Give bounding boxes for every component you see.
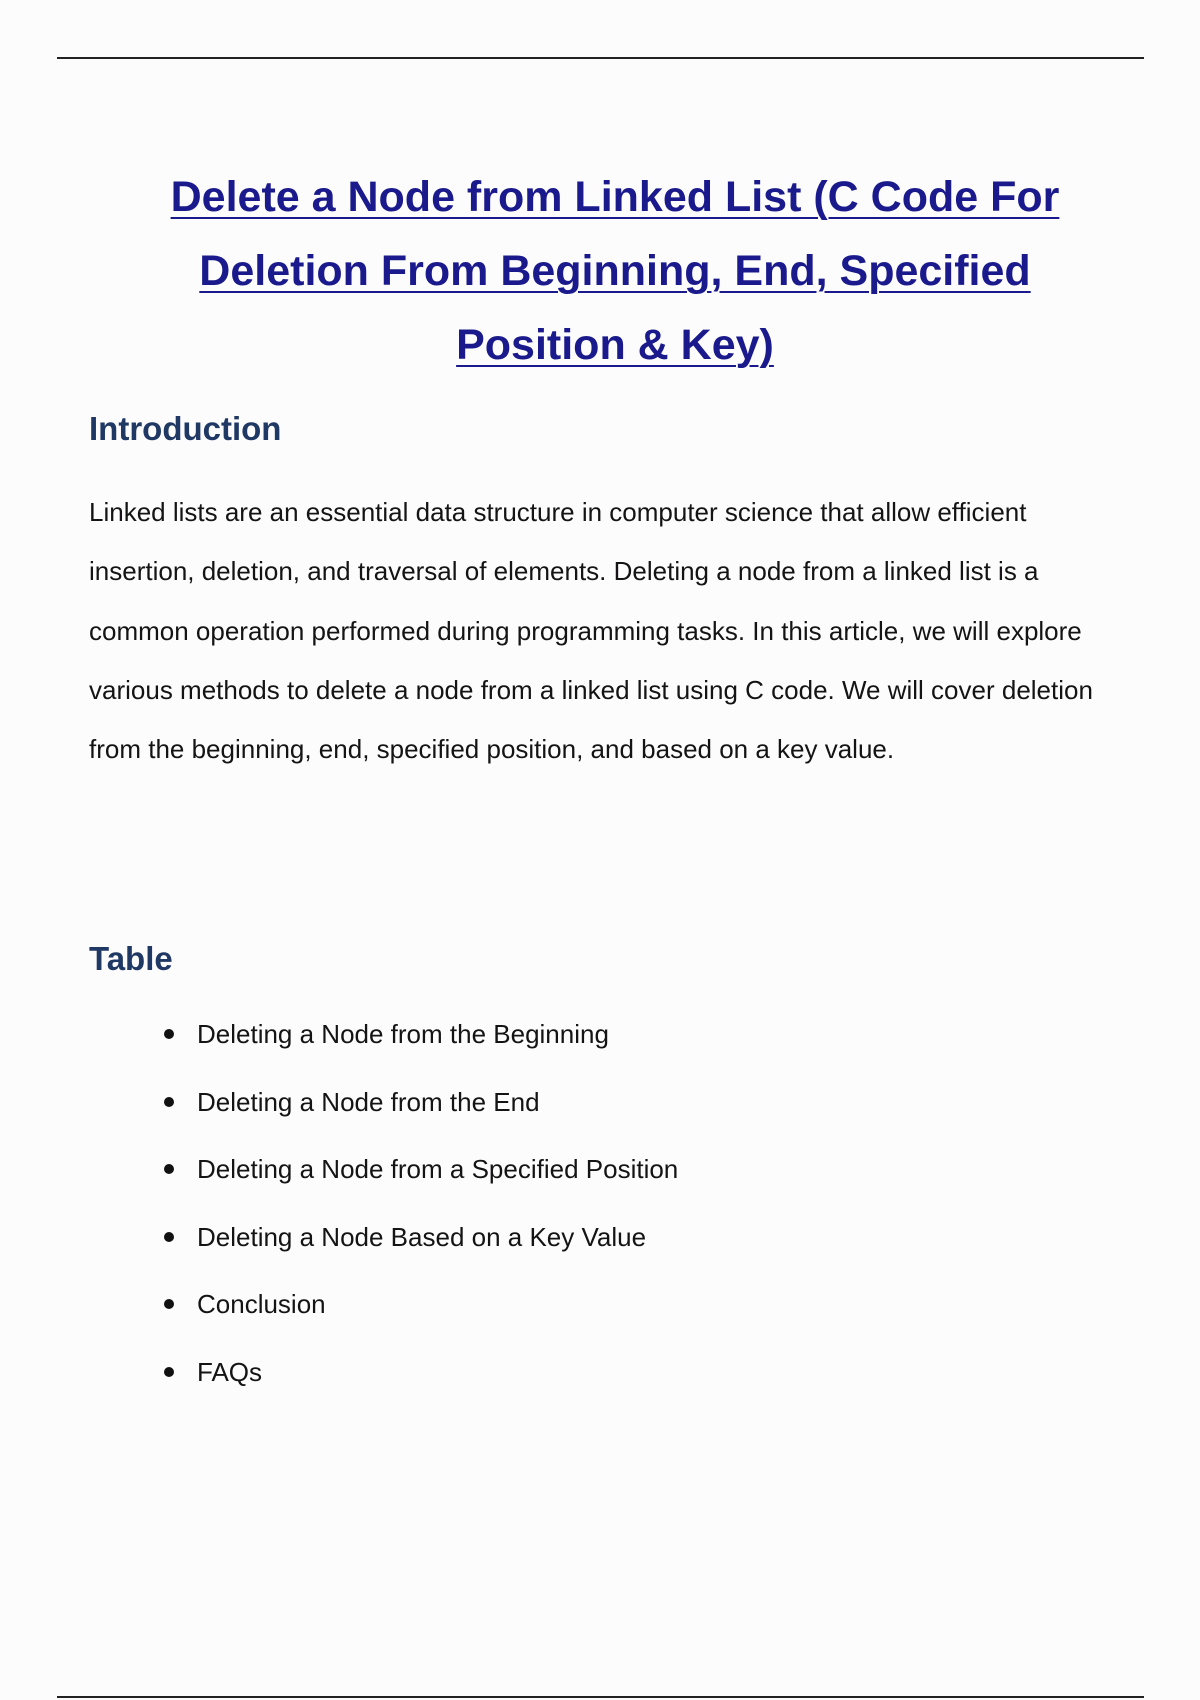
introduction-paragraph: Linked lists are an essential data structure in computer science that allow efficient insertion, deletion, and traversal of elements. Deleting a node from a linked list is a common operation performed during programming tasks. In this article, we will explore various methods to delete a node from a linked list using C code. We will cover deletion from the beginning, end, specified position, and based on a key value.	[89, 497, 1093, 765]
toc-item-faqs	[160, 1343, 678, 1411]
table-of-contents	[160, 1005, 678, 1410]
header-rule	[57, 57, 1144, 59]
toc-item-key-value	[160, 1208, 678, 1276]
toc-item-conclusion	[160, 1275, 678, 1343]
table-heading: Table	[89, 940, 173, 977]
toc-item-label: FAQs	[197, 1356, 263, 1387]
toc-item-label: Deleting a Node from a Specified Position	[197, 1154, 679, 1184]
bullet-icon	[164, 1299, 174, 1309]
footer-rule	[57, 1696, 1144, 1698]
toc-item-label: Deleting a Node from the End	[197, 1086, 540, 1117]
bullet-icon	[164, 1367, 174, 1377]
bullet-icon	[164, 1164, 174, 1174]
page-title	[120, 160, 1110, 382]
toc-item-end	[160, 1073, 678, 1141]
toc-item-beginning	[160, 1005, 678, 1073]
toc-item-specified-position	[160, 1140, 678, 1208]
bullet-icon	[164, 1097, 174, 1107]
introduction-heading: Introduction	[89, 410, 282, 447]
bullet-icon	[164, 1232, 174, 1242]
toc-item-label: Deleting a Node from the Beginning	[197, 1019, 609, 1049]
toc-item-label: Conclusion	[197, 1289, 326, 1319]
bullet-icon	[164, 1029, 174, 1039]
title-link[interactable]: Delete a Node from Linked List (C Code For Deletion From Beginning, End, Specified Position & Key)	[170, 173, 1060, 369]
toc-item-label: Deleting a Node Based on a Key Value	[197, 1221, 647, 1252]
